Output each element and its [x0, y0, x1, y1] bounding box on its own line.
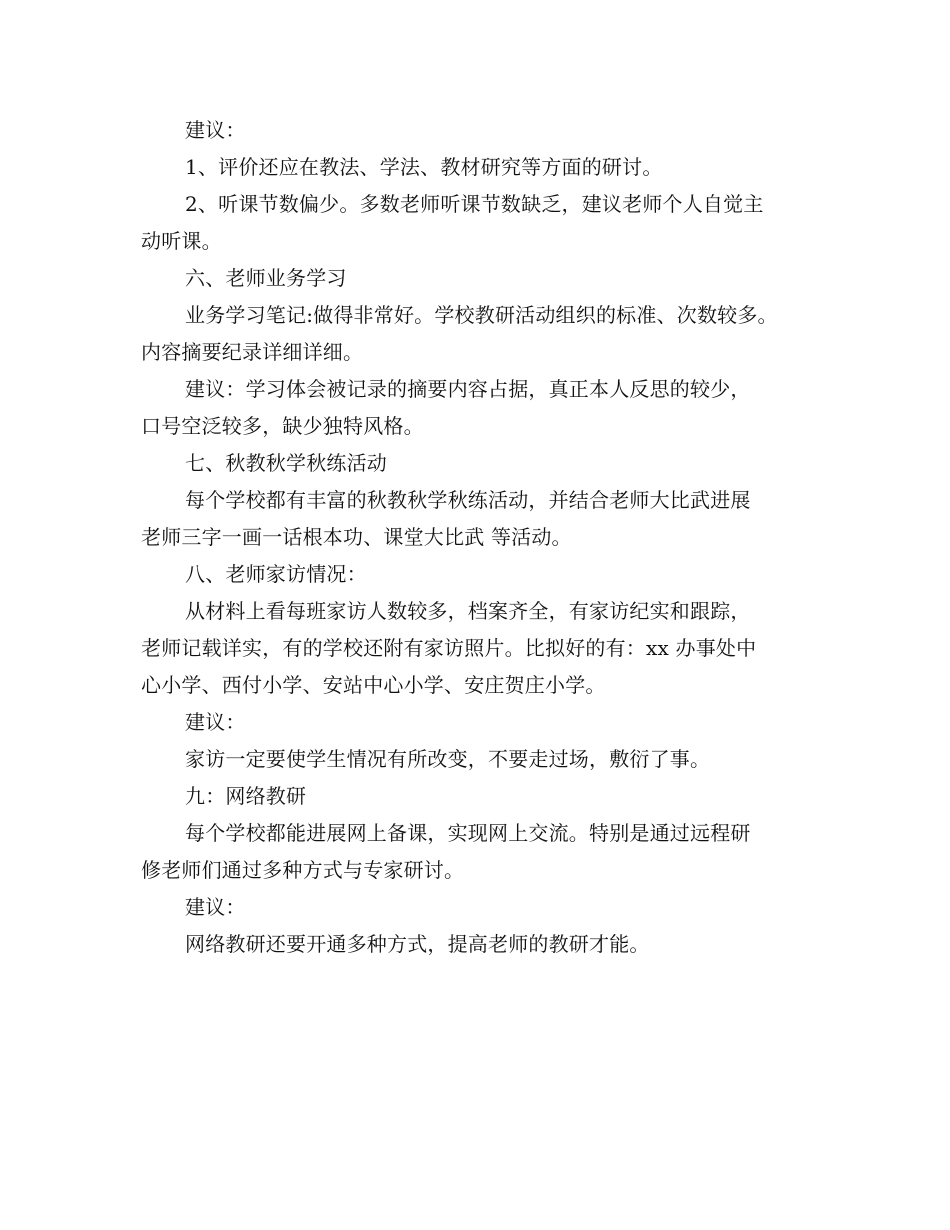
suggestion-online-heading: 建议：: [185, 895, 246, 919]
section-heading-6: 六、老师业务学习: [185, 266, 347, 290]
paragraph-business-study: 业务学习笔记:做得非常好。学校教研活动组织的标准、次数较多。: [185, 303, 778, 327]
paragraph-home-visits-line-3: 心小学、西付小学、安站中心小学、安庄贺庄小学。: [141, 673, 606, 697]
suggestion-online-research: 网络教研还要开通多种方式，提高老师的教研才能。: [185, 932, 650, 956]
suggestion-business-study-continued: 口号空泛较多，缺少独特风格。: [141, 414, 424, 438]
suggestion-item-2: 2、听课节数偏少。多数老师听课节数缺乏，建议老师个人自觉主: [185, 192, 764, 216]
suggestion-item-1: 1、评价还应在教法、学法、教材研究等方面的研讨。: [185, 155, 663, 179]
paragraph-business-study-continued: 内容摘要纪录详细详细。: [141, 340, 364, 364]
section-heading-7: 七、秋教秋学秋练活动: [185, 451, 387, 475]
paragraph-online-research: 每个学校都能进展网上备课，实现网上交流。特别是通过远程研: [185, 821, 751, 845]
suggestion-business-study: 建议：学习体会被记录的摘要内容占据，真正本人反思的较少，: [185, 377, 751, 401]
section-heading-8: 八、老师家访情况：: [185, 562, 367, 586]
document-body: [141, 112, 831, 963]
paragraph-autumn-activities-continued: 老师三字一画一话根本功、课堂大比武 等活动。: [141, 525, 572, 549]
suggestion-home-visits: 家访一定要使学生情况有所改变，不要走过场，敷衍了事。: [185, 747, 711, 771]
paragraph-home-visits-line-2: 老师记载详实，有的学校还附有家访照片。比拟好的有：xx 办事处中: [141, 636, 757, 660]
paragraph-autumn-activities: 每个学校都有丰富的秋教秋学秋练活动，并结合老师大比武进展: [185, 488, 751, 512]
paragraph-home-visits: 从材料上看每班家访人数较多，档案齐全，有家访纪实和跟踪，: [185, 599, 751, 623]
suggestion-heading: 建议：: [185, 118, 246, 142]
paragraph-online-research-continued: 修老师们通过多种方式与专家研讨。: [141, 858, 465, 882]
suggestion-item-2-continued: 动听课。: [141, 229, 222, 253]
suggestion-home-visits-heading: 建议：: [185, 710, 246, 734]
section-heading-9: 九：网络教研: [185, 784, 307, 808]
